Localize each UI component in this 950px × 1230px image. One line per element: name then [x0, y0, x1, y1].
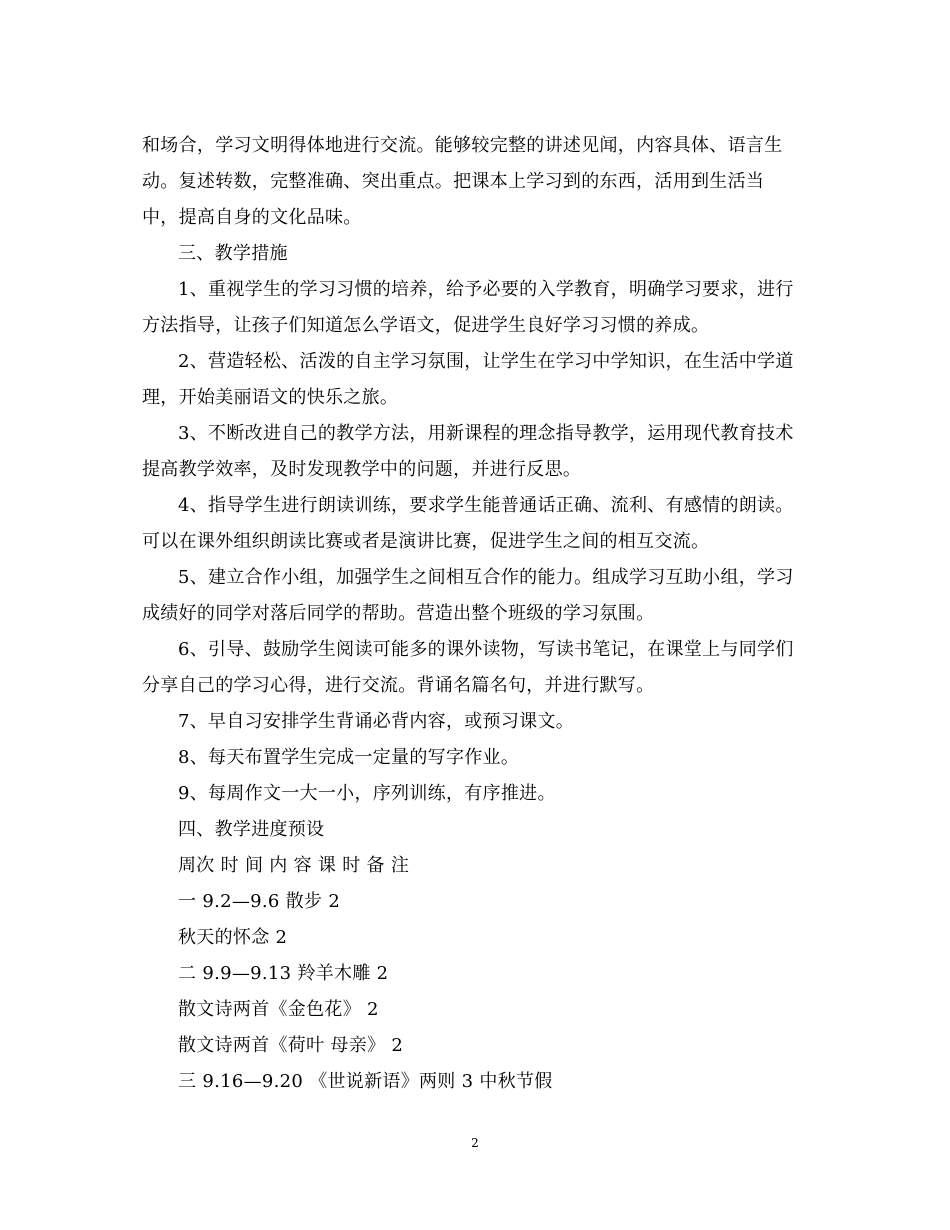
text-line: 和场合，学习文明得体地进行交流。能够较完整的讲述见闻，内容具体、语言生	[142, 135, 783, 156]
list-item-start: 5、建立合作小组，加强学生之间相互合作的能力。组成学习互助小组，学习	[178, 567, 794, 588]
text-line: 可以在课外组织朗读比赛或者是演讲比赛，促进学生之间的相互交流。	[142, 531, 710, 552]
text-line: 动。复述转数，完整准确、突出重点。把课本上学习到的东西，活用到生活当	[142, 171, 765, 192]
list-item-start: 1、重视学生的学习习惯的培养，给予必要的入学教育，明确学习要求，进行	[178, 279, 794, 300]
list-item-start: 3、不断改进自己的教学方法，用新课程的理念指导教学，运用现代教育技术	[178, 423, 794, 444]
text-line: 方法指导，让孩子们知道怎么学语文，促进学生良好学习习惯的养成。	[142, 315, 710, 336]
schedule-row: 三 9.16—9.20 《世说新语》两则 3 中秋节假	[178, 1071, 553, 1092]
text-line: 成绩好的同学对落后同学的帮助。营造出整个班级的学习氛围。	[142, 603, 655, 624]
list-item-start: 4、指导学生进行朗读训练，要求学生能普通话正确、流利、有感情的朗读。	[178, 495, 794, 516]
text-line: 理，开始美丽语文的快乐之旅。	[142, 387, 399, 408]
schedule-row: 二 9.9—9.13 羚羊木雕 2	[178, 963, 389, 984]
text-line: 提高教学效率，及时发现教学中的问题，并进行反思。	[142, 459, 582, 480]
list-item-start: 9、每周作文一大一小，序列训练，有序推进。	[178, 783, 556, 804]
section-heading: 四、教学进度预设	[178, 819, 325, 840]
schedule-row: 散文诗两首《金色花》 2	[178, 999, 379, 1020]
schedule-row: 散文诗两首《荷叶 母亲》 2	[178, 1035, 404, 1056]
list-item-start: 6、引导、鼓励学生阅读可能多的课外读物，写读书笔记，在课堂上与同学们	[178, 639, 794, 660]
schedule-header: 周次 时 间 内 容 课 时 备 注	[178, 855, 410, 876]
text-line: 中，提高自身的文化品味。	[142, 207, 362, 228]
section-heading: 三、教学措施	[178, 243, 288, 264]
list-item-start: 8、每天布置学生完成一定量的写字作业。	[178, 747, 520, 768]
page-number: 2	[471, 1136, 479, 1150]
document-body	[142, 128, 810, 1100]
text-line: 分享自己的学习心得，进行交流。背诵名篇名句，并进行默写。	[142, 675, 655, 696]
schedule-row: 秋天的怀念 2	[178, 927, 288, 948]
list-item-start: 2、营造轻松、活泼的自主学习氛围，让学生在学习中学知识，在生活中学道	[178, 351, 794, 372]
schedule-row: 一 9.2—9.6 散步 2	[178, 891, 341, 912]
list-item-start: 7、早自习安排学生背诵必背内容，或预习课文。	[178, 711, 575, 732]
